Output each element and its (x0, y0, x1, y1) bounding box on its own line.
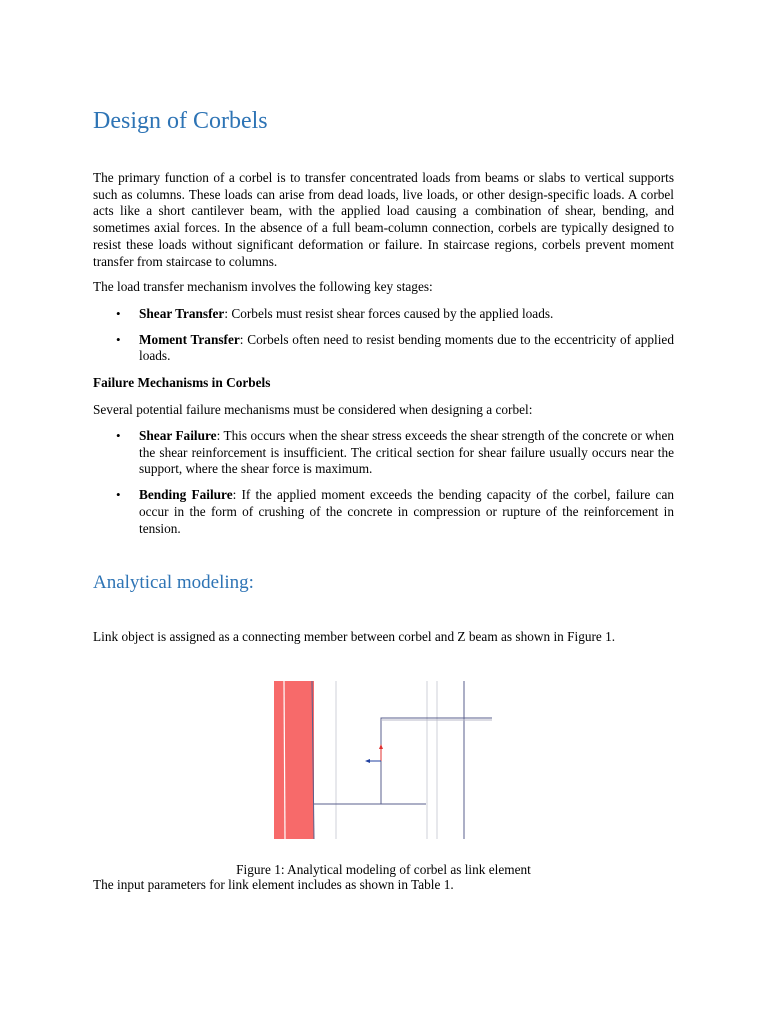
failure-list (93, 428, 674, 537)
list-item-term: Shear Failure (139, 428, 217, 443)
link-paragraph: Link object is assigned as a connecting member between corbel and Z beam as shown in Figure 1. (93, 629, 616, 644)
list-item (93, 487, 674, 537)
list-item (93, 428, 674, 478)
intro-paragraph: The primary function of a corbel is to transfer concentrated loads from beams or slabs to vertical supports such as columns. These loads can arise from dead loads, live loads, or other design-specific loads. A corbel acts like a short cantilever beam, with the applied load causing a combination of shear, bending, and sometimes axial forces. In the absence of a full beam-column connection, corbels are typically designed to resist these loads without significant deformation or failure. In staircase regions, corbels prevent moment transfer from staircase to columns. (93, 170, 674, 269)
list-item-term: Moment Transfer (139, 331, 240, 347)
bullet-icon: • (116, 487, 121, 503)
figure-analytical-model (274, 681, 494, 839)
list-item (93, 332, 674, 365)
load-transfer-list (93, 306, 674, 365)
list-item-term: Bending Failure (139, 487, 233, 503)
bullet-icon: • (116, 306, 121, 321)
figure-caption: Figure 1: Analytical modeling of corbel as link element (236, 862, 531, 878)
bullet-icon: • (116, 428, 121, 443)
list-item-text: : This occurs when the shear stress exceeds the shear strength of the concrete or when the shear reinforcement is insufficient. The critical section for shear failure usually occurs near the support, where the shear force is maximum. (139, 428, 674, 477)
failure-heading: Failure Mechanisms in Corbels (93, 375, 271, 390)
list-item-text: : Corbels often need to resist bending moments due to the eccentricity of applied loads. (139, 331, 674, 364)
list-item (93, 306, 674, 323)
column-element (274, 681, 314, 839)
failure-intro: Several potential failure mechanisms must be considered when designing a corbel: (93, 402, 533, 417)
input-params-paragraph: The input parameters for link element includes as shown in Table 1. (93, 877, 454, 892)
arrow-head-icon (365, 759, 370, 763)
load-transfer-intro: The load transfer mechanism involves the following key stages: (93, 279, 433, 294)
list-item-text: : Corbels must resist shear forces caused by the applied loads. (224, 306, 554, 321)
list-item-text: : If the applied moment exceeds the bending capacity of the corbel, failure can occur in the form of crushing of the concrete in compression or rupture of the reinforcement in tension. (139, 487, 674, 536)
bullet-icon: • (116, 331, 121, 347)
section-heading: Analytical modeling: (93, 572, 254, 593)
list-item-term: Shear Transfer (139, 306, 225, 321)
page-title: Design of Corbels (93, 108, 268, 134)
arrow-head-icon (379, 744, 383, 749)
